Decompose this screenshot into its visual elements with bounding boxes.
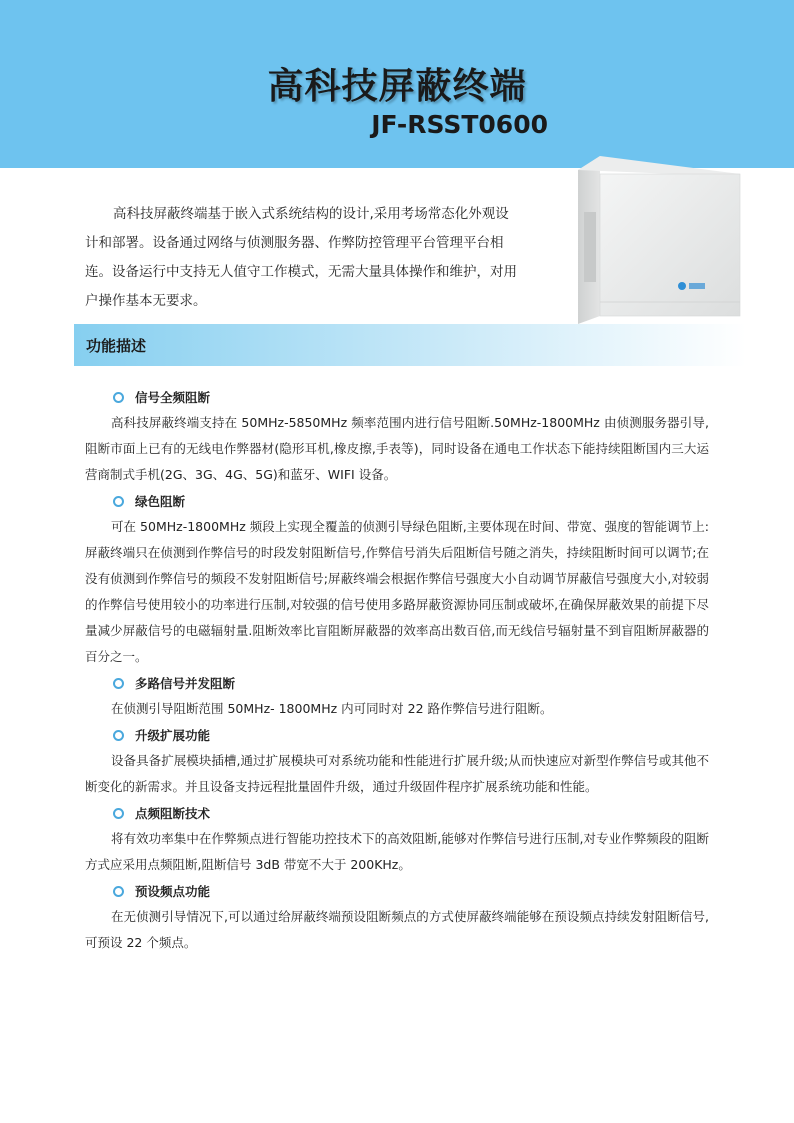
feature-title: [85, 670, 709, 696]
feature-title-text: 多路信号并发阻断: [135, 676, 236, 691]
feature-body: 将有效功率集中在作弊频点进行智能功控技术下的高效阻断,能够对作弊信号进行压制,对专业作弊频段的阻断方式应采用点频阻断,阻断信号 3dB 带宽不大于 200KHz。: [85, 831, 709, 872]
feature-title-text: 预设频点功能: [135, 884, 211, 899]
feature-title: [85, 800, 709, 826]
feature-title: [85, 722, 709, 748]
model-number: JF-RSST0600: [371, 110, 548, 139]
feature-body: 可在 50MHz-1800MHz 频段上实现全覆盖的侦测引导绿色阻断,主要体现在时间、带宽、强度的智能调节上:屏蔽终端只在侦测到作弊信号的时段发射阻断信号,作弊信号消失后阻断信号随之消失，持续阻断时间可以调节;在没有侦测到作弊信号的频段不发射阻断信号;屏蔽终端会根据作弊信号强度大小自动调节屏蔽信号强度大小,对较弱的作弊信号使用较小的功率进行压制,对较强的信号使用多路屏蔽资源协同压制或破坏,在确保屏蔽效果的前提下尽量减少屏蔽信号的电磁辐射量.阻断效率比盲阻断屏蔽器的效率高出数百倍,而无线信号辐射量不到盲阻断屏蔽器的百分之一。: [85, 519, 709, 664]
feature-item: [85, 670, 709, 722]
feature-title-text: 信号全频阻断: [135, 390, 211, 405]
feature-body: 在无侦测引导情况下,可以通过给屏蔽终端预设阻断频点的方式使屏蔽终端能够在预设频点持续发射阻断信号,可预设 22 个频点。: [85, 909, 709, 950]
bullet-icon: [113, 678, 124, 689]
feature-list: [85, 384, 709, 956]
bullet-icon: [113, 886, 124, 897]
feature-body: 在侦测引导阻断范围 50MHz- 1800MHz 内可同时对 22 路作弊信号进行阻断。: [111, 701, 553, 716]
device-image: [572, 152, 744, 324]
feature-title: [85, 878, 709, 904]
feature-title: [85, 384, 709, 410]
page-title: 高科技屏蔽终端: [267, 66, 527, 107]
feature-title-text: 升级扩展功能: [135, 728, 211, 743]
feature-title-text: 点频阻断技术: [135, 806, 211, 821]
feature-item: [85, 800, 709, 878]
bullet-icon: [113, 730, 124, 741]
feature-item: [85, 384, 709, 488]
feature-item: [85, 878, 709, 956]
section-title: 功能描述: [86, 337, 147, 355]
bullet-icon: [113, 808, 124, 819]
feature-title-text: 绿色阻断: [135, 494, 186, 509]
feature-title: [85, 488, 709, 514]
feature-body: 高科技屏蔽终端支持在 50MHz-5850MHz 频率范围内进行信号阻断.50MHz-1800MHz 由侦测服务器引导,阻断市面上已有的无线电作弊器材(隐形耳机,橡皮擦,手表等)，同时设备在通电工作状态下能持续阻断国内三大运营商制式手机(2G、3G、4G、5G)和蓝牙、WIFI 设备。: [85, 415, 709, 482]
section-header: [74, 324, 746, 366]
feature-item: [85, 488, 709, 670]
feature-body: 设备具备扩展模块插槽,通过扩展模块可对系统功能和性能进行扩展升级;从而快速应对新型作弊信号或其他不断变化的新需求。并且设备支持远程批量固件升级，通过升级固件程序扩展系统功能和性能。: [85, 753, 709, 794]
intro-paragraph: 高科技屏蔽终端基于嵌入式系统结构的设计,采用考场常态化外观设计和部署。设备通过网络与侦测服务器、作弊防控管理平台管理平台相连。设备运行中支持无人值守工作模式，无需大量具体操作和维护，对用户操作基本无要求。: [85, 206, 517, 309]
bullet-icon: [113, 496, 124, 507]
bullet-icon: [113, 392, 124, 403]
feature-item: [85, 722, 709, 800]
